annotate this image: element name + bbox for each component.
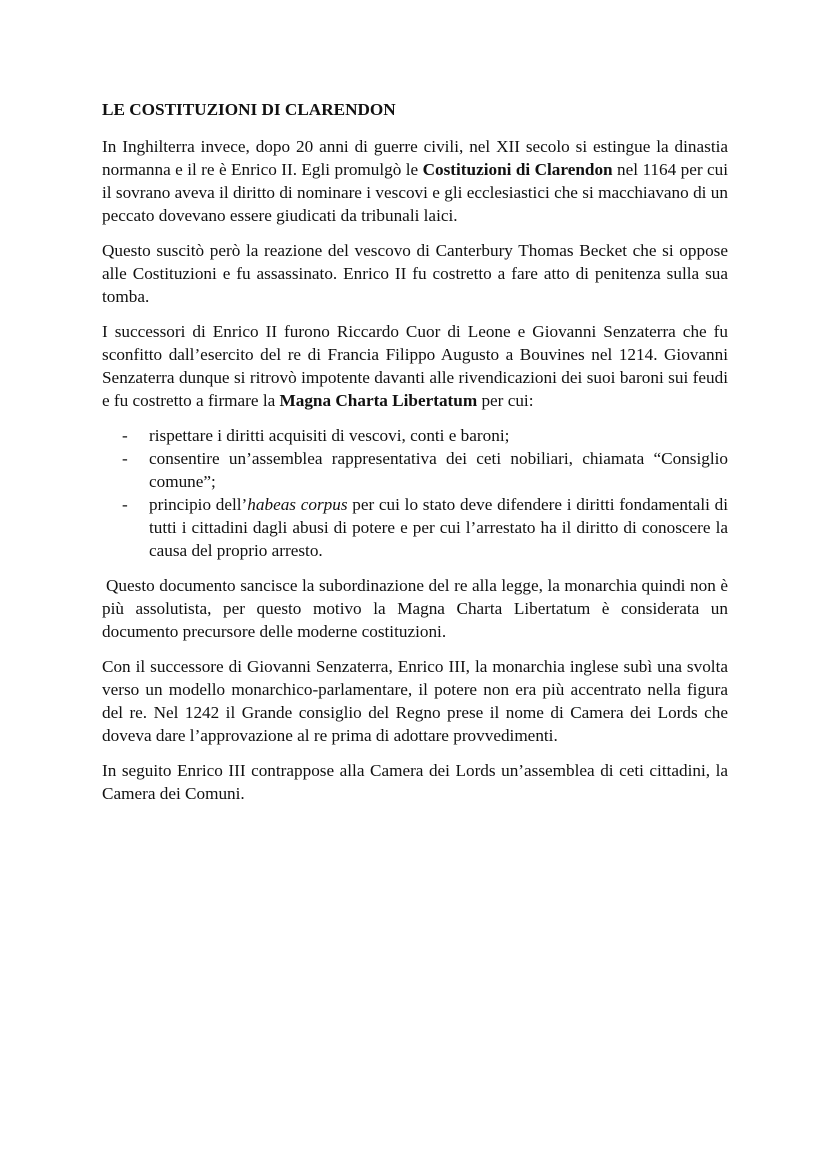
dash-bullet: - (122, 426, 128, 445)
paragraph-text: In Inghilterra invece, dopo 20 anni di guerre civili, nel XII secolo si estingue la dinastia normanna e il re è Enrico II. Egli promulgò le (102, 137, 728, 179)
list-item-text: consentire un’assemblea rappresentativa dei ceti nobiliari, chiamata “Consiglio comune”; (149, 449, 728, 491)
paragraph-text: I successori di Enrico II furono Riccardo Cuor di Leone e Giovanni Senzaterra che fu sconfitto dall’esercito del re di Francia Filippo Augusto a Bouvines nel 1214. Giovanni Senzaterra dunque si ritrovò impotente davanti alle rivendicazioni dei suoi baroni sui feudi e fu costretto a firmare la (102, 322, 728, 410)
paragraph-text: nel 1164 per cui il sovrano aveva il diritto di nominare i vescovi e gli ecclesiastici che si macchiavano di un peccato dovevano essere giudicati da tribunali laici. (102, 160, 728, 225)
paragraph-successori (102, 320, 728, 412)
paragraph-camera-comuni: In seguito Enrico III contrappose alla Camera dei Lords un’assemblea di ceti cittadini, la Camera dei Comuni. (102, 761, 728, 803)
list-item (102, 424, 728, 447)
magna-charta-list (102, 424, 728, 562)
list-item-text: per cui lo stato deve difendere i diritti fondamentali di tutti i cittadini dagli abusi di potere e per cui l’arrestato ha il diritto di conoscere la causa del proprio arresto. (149, 495, 728, 560)
paragraph-subordinazione: Questo documento sancisce la subordinazione del re alla legge, la monarchia quindi non è più assolutista, per questo motivo la Magna Charta Libertatum è considerata un documento precursore delle moderne costituzioni. (102, 576, 728, 641)
document-page (102, 98, 728, 817)
paragraph-becket: Questo suscitò però la reazione del vescovo di Canterbury Thomas Becket che si oppose alle Costituzioni e fu assassinato. Enrico II fu costretto a fare atto di penitenza sulla sua tomba. (102, 241, 728, 306)
paragraph-clarendon (102, 135, 728, 227)
document-title: LE COSTITUZIONI DI CLARENDON (102, 100, 396, 119)
list-item-text: rispettare i diritti acquisiti di vescovi, conti e baroni; (149, 426, 510, 445)
paragraph-enrico-iii: Con il successore di Giovanni Senzaterra, Enrico III, la monarchia inglese subì una svolta verso un modello monarchico-parlamentare, il potere non era più accentrato nella figura del re. Nel 1242 il Grande consiglio del Regno prese il nome di Camera dei Lords che doveva dare l’approvazione al re prima di adottare provvedimenti. (102, 657, 728, 745)
list-item-text: principio dell’ (149, 495, 248, 514)
italic-term-habeas-corpus: habeas corpus (247, 495, 348, 514)
dash-bullet: - (122, 449, 128, 468)
bold-term-magna-charta: Magna Charta Libertatum (279, 391, 478, 410)
list-item (102, 447, 728, 493)
paragraph-text: per cui: (477, 391, 534, 410)
dash-bullet: - (122, 495, 128, 514)
bold-term-costituzioni: Costituzioni di Clarendon (422, 160, 613, 179)
list-item (102, 493, 728, 562)
